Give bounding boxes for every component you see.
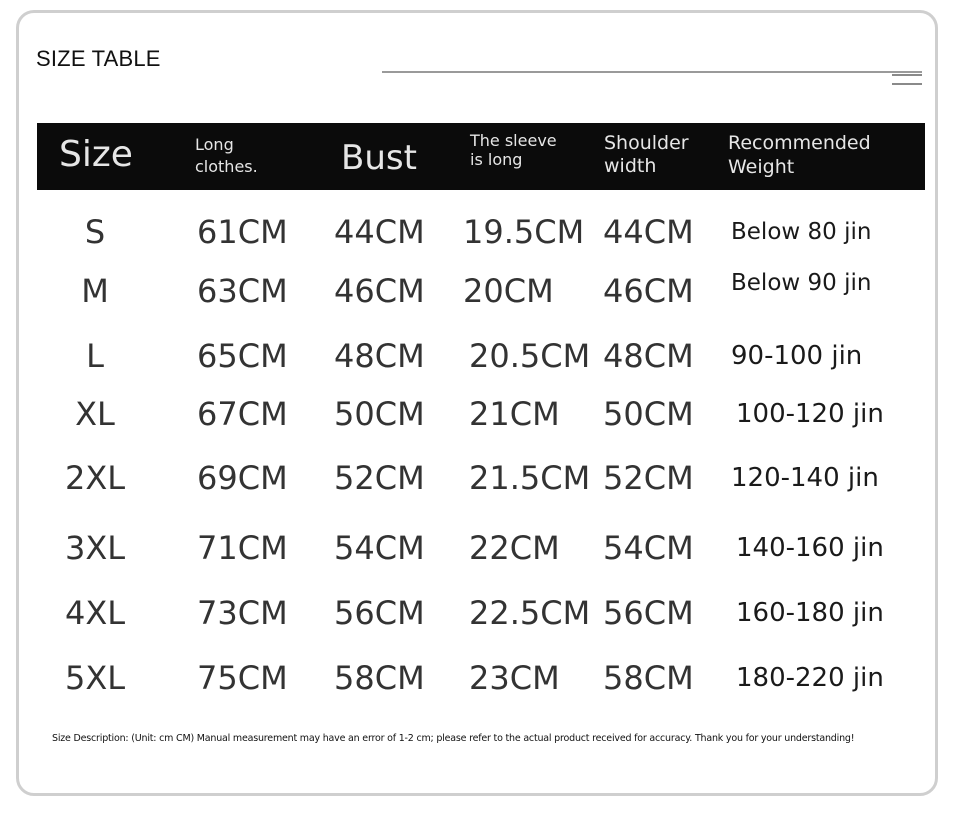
- cell-weight: 100-120 jin: [736, 399, 884, 429]
- header-shoulder: Shoulder width: [604, 132, 689, 177]
- cell-bust: 56CM: [334, 594, 425, 632]
- cell-sleeve: 21.5CM: [469, 459, 591, 497]
- cell-sleeve: 20CM: [463, 272, 554, 310]
- cell-bust: 58CM: [334, 659, 425, 697]
- cell-size: 5XL: [65, 659, 126, 697]
- cell-shoulder: 58CM: [603, 659, 694, 697]
- cell-weight: Below 90 jin: [731, 270, 872, 296]
- cell-bust: 52CM: [334, 459, 425, 497]
- header-long-clothes: Long clothes.: [195, 135, 258, 176]
- cell-weight: 160-180 jin: [736, 598, 884, 628]
- cell-sleeve: 19.5CM: [463, 213, 585, 251]
- cell-shoulder: 56CM: [603, 594, 694, 632]
- cell-size: L: [86, 337, 104, 375]
- cell-bust: 54CM: [334, 529, 425, 567]
- cell-bust: 50CM: [334, 395, 425, 433]
- title-divider: [382, 71, 922, 73]
- cell-sleeve: 23CM: [469, 659, 560, 697]
- cell-size: 4XL: [65, 594, 126, 632]
- menu-lines-icon: [892, 74, 922, 86]
- header-bust: Bust: [341, 138, 417, 178]
- table-row: [37, 529, 925, 579]
- header-weight: Recommended Weight: [728, 132, 871, 178]
- header-size: Size: [59, 134, 133, 175]
- cell-shoulder: 44CM: [603, 213, 694, 251]
- cell-size: XL: [75, 395, 115, 433]
- cell-sleeve: 20.5CM: [469, 337, 591, 375]
- cell-weight: 90-100 jin: [731, 341, 863, 371]
- cell-size: S: [84, 213, 106, 251]
- cell-shoulder: 54CM: [603, 529, 694, 567]
- cell-size: 3XL: [65, 529, 126, 567]
- cell-long: 61CM: [197, 213, 288, 251]
- cell-shoulder: 46CM: [603, 272, 694, 310]
- cell-sleeve: 22CM: [469, 529, 560, 567]
- cell-weight: 180-220 jin: [736, 663, 884, 693]
- table-row: [37, 395, 925, 445]
- cell-long: 65CM: [197, 337, 288, 375]
- table-row: [37, 337, 925, 387]
- cell-sleeve: 22.5CM: [469, 594, 591, 632]
- cell-long: 71CM: [197, 529, 288, 567]
- size-description-note: Size Description: (Unit: cm CM) Manual measurement may have an error of 1-2 cm; please refer to the actual product received for accuracy. Thank you for your understanding!: [52, 733, 855, 744]
- cell-size: M: [81, 272, 109, 310]
- table-row: [37, 213, 925, 263]
- table-row: [37, 659, 925, 709]
- cell-sleeve: 21CM: [469, 395, 560, 433]
- cell-bust: 44CM: [334, 213, 425, 251]
- table-row: [37, 594, 925, 644]
- header-sleeve: The sleeve is long: [470, 131, 557, 169]
- cell-shoulder: 52CM: [603, 459, 694, 497]
- cell-long: 63CM: [197, 272, 288, 310]
- cell-shoulder: 48CM: [603, 337, 694, 375]
- cell-weight: 140-160 jin: [736, 533, 884, 563]
- cell-shoulder: 50CM: [603, 395, 694, 433]
- cell-size: 2XL: [65, 459, 126, 497]
- page-title: SIZE TABLE: [36, 46, 161, 71]
- cell-long: 75CM: [197, 659, 288, 697]
- table-header: [37, 123, 925, 190]
- table-row: [37, 459, 925, 509]
- cell-weight: 120-140 jin: [731, 463, 879, 493]
- table-row: [37, 272, 925, 322]
- cell-bust: 48CM: [334, 337, 425, 375]
- cell-long: 69CM: [197, 459, 288, 497]
- cell-long: 67CM: [197, 395, 288, 433]
- cell-weight: Below 80 jin: [731, 219, 872, 245]
- cell-long: 73CM: [197, 594, 288, 632]
- cell-bust: 46CM: [334, 272, 425, 310]
